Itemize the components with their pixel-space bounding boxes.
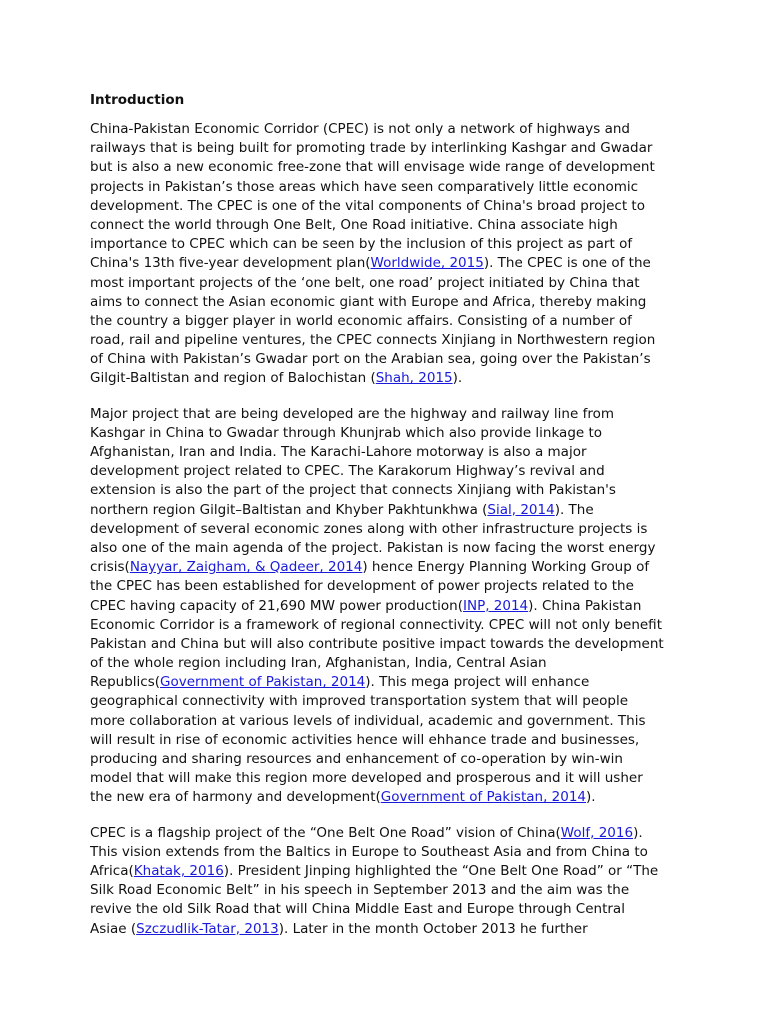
text-run: Asiae ( [90,920,137,937]
text-run: aims to connect the Asian economic giant with Europe and Africa, thereby making [90,293,647,310]
text-line [90,712,690,731]
text-run: connect the world through One Belt, One Road initiative. China associate high [90,216,618,233]
document-page [90,88,690,955]
text-run: the new era of harmony and development( [90,789,381,806]
text-run: ). China Pakistan [528,597,642,614]
text-line [90,788,690,807]
text-line [90,350,690,369]
text-line [90,654,690,673]
citation-link[interactable]: Wolf, 2016 [560,824,634,841]
text-run: ). President Jinping highlighted the “One Belt One Road” or “The [223,862,659,879]
citation-link[interactable]: Government of Pakistan, 2014 [380,789,587,806]
text-run: China-Pakistan Economic Corridor (CPEC) is not only a network of highways and [90,121,630,137]
text-line [90,216,690,235]
text-run: This vision extends from the Baltics in Europe to Southeast Asia and from China to [90,843,648,860]
text-line [90,635,690,654]
text-run: development. The CPEC is one of the vital components of China's broad project to [90,197,645,214]
citation-link[interactable]: Szczudlik-Tatar, 2013 [136,920,279,937]
text-line [90,235,690,254]
text-line [90,405,690,424]
text-run: ). The CPEC is one of the [483,255,651,272]
text-run: ). Later in the month October 2013 he further [278,920,588,937]
text-line [90,597,690,616]
text-run: railways that is being built for promoting trade by interlinking Kashgar and Gwadar [90,140,653,157]
text-line [90,158,690,177]
text-run: the country a bigger player in world economic affairs. Consisting of a number of [90,312,632,329]
citation-link[interactable]: Shah, 2015 [375,370,453,387]
text-line [90,197,690,216]
text-run: Major project that are being developed are the highway and railway line from [90,405,614,422]
text-line [90,424,690,443]
text-run: projects in Pakistan’s those areas which have seen comparatively little economic [90,178,639,195]
paragraph-1 [90,120,690,389]
text-line [90,920,690,939]
text-line [90,824,690,843]
citation-link[interactable]: Khatak, 2016 [133,862,224,879]
text-line [90,862,690,881]
text-run: of the whole region including Iran, Afghanistan, India, Central Asian [90,655,547,672]
text-run: development project related to CPEC. The Karakorum Highway’s revival and [90,463,605,480]
citation-link[interactable]: Worldwide, 2015 [370,255,484,272]
text-line [90,673,690,692]
text-run: ). [633,824,643,841]
text-line [90,481,690,500]
text-line [90,462,690,481]
text-run: CPEC having capacity of 21,690 MW power production( [90,597,463,614]
text-line [90,769,690,788]
text-line [90,616,690,635]
text-run: extension is also the part of the project that connects Xinjiang with Pakistan's [90,482,616,499]
text-line [90,558,690,577]
text-run: China's 13th five-year development plan( [90,255,371,272]
paragraph-3 [90,824,690,939]
text-line [90,312,690,331]
text-run: Gilgit-Baltistan and region of Balochistan ( [90,370,376,387]
text-run: the CPEC has been established for development of power projects related to the [90,578,634,595]
text-line [90,293,690,312]
text-line [90,750,690,769]
paragraph-2 [90,405,690,808]
text-run: ). The [554,501,594,518]
text-line [90,692,690,711]
text-run: Republics( [90,674,160,691]
text-run: geographical connectivity with improved transportation system that will people [90,693,629,710]
text-run: crisis( [90,559,130,576]
text-line [90,843,690,862]
text-line [90,369,690,388]
citation-link[interactable]: Sial, 2014 [487,501,555,518]
citation-link[interactable]: Nayyar, Zaigham, & Qadeer, 2014 [129,559,363,576]
document-body [90,120,690,939]
text-line [90,900,690,919]
text-run: of China with Pakistan’s Gwadar port on the Arabian sea, going over the Pakistan’s [90,351,651,368]
section-heading: Introduction [90,92,185,108]
text-line [90,443,690,462]
text-line [90,881,690,900]
text-run: development of several economic zones along with other infrastructure projects is [90,520,648,537]
text-line [90,254,690,273]
text-run: Africa( [90,862,134,879]
text-line [90,139,690,158]
citation-link[interactable]: Government of Pakistan, 2014 [160,674,366,691]
text-run: Economic Corridor is a framework of regional connectivity. CPEC will not only benefit [90,616,662,633]
text-line [90,120,690,139]
text-run: Afghanistan, Iran and India. The Karachi-Lahore motorway is also a major [90,444,587,460]
text-run: importance to CPEC which can be seen by the inclusion of this project as part of [90,236,633,253]
text-run: CPEC is a flagship project of the “One Belt One Road” vision of China( [90,824,561,841]
text-line [90,178,690,197]
text-run: ). [586,789,596,806]
text-run: model that will make this region more developed and prosperous and it will usher [90,770,643,787]
text-line [90,274,690,293]
text-run: Kashgar in China to Gwadar through Khunjrab which also provide linkage to [90,424,603,441]
text-line [90,520,690,539]
text-run: but is also a new economic free-zone that will envisage wide range of development [90,159,655,176]
text-run: Pakistan and China but will also contribute positive impact towards the development [90,635,664,652]
text-run: ). This mega project will enhance [365,674,590,691]
text-run: also one of the main agenda of the project. Pakistan is now facing the worst energy [90,539,656,556]
citation-link[interactable]: INP, 2014 [462,597,529,614]
text-run: producing and sharing resources and enhancement of co-operation by win-win [90,751,623,767]
text-run: ). [452,370,463,387]
text-run: most important projects of the ‘one belt, one road’ project initiated by China that [90,274,640,291]
text-line [90,501,690,520]
text-run: road, rail and pipeline ventures, the CPEC connects Xinjiang in Northwestern region [90,332,656,349]
text-line [90,331,690,350]
text-run: ) hence Energy Planning Working Group of [362,559,650,576]
text-run: Silk Road Economic Belt” in his speech in September 2013 and the aim was the [90,882,630,899]
text-run: revive the old Silk Road that will China Middle East and Europe through Central [90,901,625,918]
text-run: more collaboration at various levels of individual, academic and government. This [90,712,646,729]
text-line [90,731,690,750]
text-run: will result in rise of economic activities hence will ehhance trade and businesses, [90,731,640,748]
text-line [90,539,690,558]
text-run: northern region Gilgit–Baltistan and Khyber Pakhtunkhwa ( [90,501,488,518]
text-line [90,577,690,596]
